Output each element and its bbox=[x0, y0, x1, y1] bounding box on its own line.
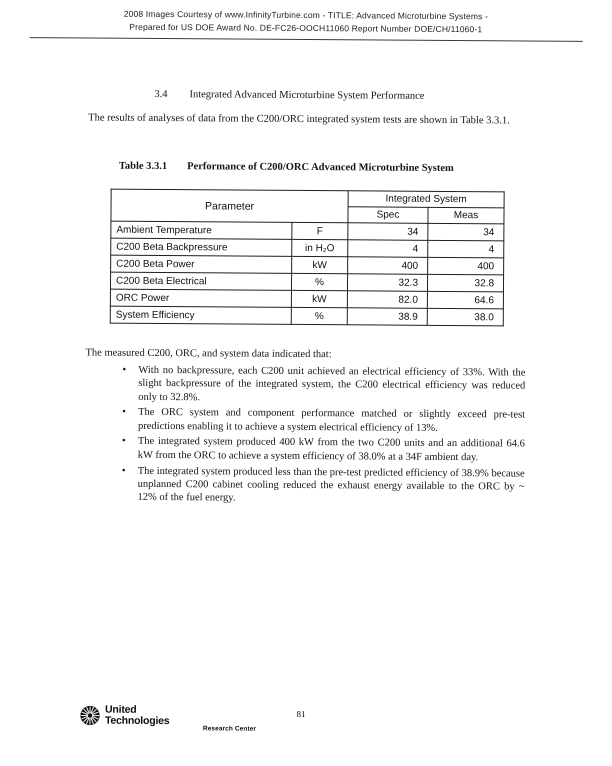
table-row bbox=[110, 306, 503, 326]
spec-cell: 82.0 bbox=[347, 291, 427, 309]
spec-cell: 400 bbox=[348, 257, 428, 275]
parameter-cell: ORC Power bbox=[110, 289, 291, 307]
unit-cell: F bbox=[292, 222, 348, 239]
meas-cell: 400 bbox=[428, 257, 504, 275]
page-footer bbox=[0, 698, 607, 752]
list-item: • The integrated system produced 400 kW from the two C200 units and an additional 64.6 kW from the ORC to achieve a system efficiency of 38.0% at a 34F ambient day. bbox=[116, 435, 525, 464]
findings-lead: The measured C200, ORC, and system data indicated that: bbox=[85, 347, 332, 361]
meas-cell: 34 bbox=[428, 223, 504, 241]
list-item: • The integrated system produced less than the pre-test predicted efficiency of 38.9% because unplanned C200 cabinet cooling reduced the exhaust energy available to the ORC by ~ 12% of the fuel energy. bbox=[115, 464, 524, 507]
intro-paragraph: The results of analyses of data from the C200/ORC integrated system tests are shown in Table 3.3.1. bbox=[88, 112, 510, 127]
section-title: Integrated Advanced Microturbine System Performance bbox=[189, 89, 425, 102]
column-header-parameter: Parameter bbox=[111, 189, 348, 223]
header-divider bbox=[30, 37, 583, 42]
column-header-spec: Spec bbox=[348, 207, 428, 224]
meas-cell: 4 bbox=[428, 240, 504, 258]
parameter-cell: Ambient Temperature bbox=[111, 221, 292, 239]
meas-cell: 64.6 bbox=[427, 291, 503, 309]
findings-list bbox=[115, 364, 525, 510]
table-caption-label: Table 3.3.1 bbox=[118, 160, 168, 173]
spec-cell: 32.3 bbox=[347, 274, 427, 292]
table-caption bbox=[119, 161, 454, 174]
parameter-cell: C200 Beta Backpressure bbox=[111, 238, 292, 256]
parameter-cell: System Efficiency bbox=[110, 306, 291, 324]
header-line-1: 2008 Images Courtesy of www.InfinityTurbine.com - TITLE: Advanced Microturbine Systems - bbox=[123, 8, 489, 22]
spec-cell: 34 bbox=[348, 223, 428, 241]
header-line-2: Prepared for US DOE Award No. DE-FC26-OOCH11060 Report Number DOE/CH/11060-1 bbox=[129, 21, 483, 35]
footer-research-center: Research Center bbox=[202, 725, 257, 733]
column-header-integrated-system: Integrated System bbox=[348, 191, 504, 208]
unit-cell: kW bbox=[291, 290, 347, 307]
page-number: 81 bbox=[296, 708, 306, 720]
footer-brand-line1: United bbox=[104, 703, 137, 716]
unit-cell: % bbox=[291, 307, 347, 324]
section-number: 3.4 bbox=[154, 88, 168, 101]
column-header-meas: Meas bbox=[428, 207, 504, 224]
spec-cell: 4 bbox=[348, 240, 428, 258]
table-caption-title: Performance of C200/ORC Advanced Microturbine System bbox=[187, 161, 454, 175]
parameter-cell: C200 Beta Power bbox=[111, 255, 292, 273]
section-heading bbox=[154, 89, 424, 102]
meas-cell: 32.8 bbox=[427, 274, 503, 292]
footer-brand-line2: Technologies bbox=[104, 714, 170, 727]
document-header bbox=[0, 7, 612, 37]
performance-table bbox=[110, 189, 505, 327]
spec-cell: 38.9 bbox=[347, 308, 427, 326]
unit-cell: % bbox=[291, 273, 347, 290]
list-item: • The ORC system and component performance matched or slightly exceed pre-test predictions enabling it to achieve a system electrical efficiency of 13%. bbox=[116, 406, 525, 435]
unit-cell: kW bbox=[292, 256, 348, 273]
unit-cell: in H₂O bbox=[292, 239, 348, 256]
parameter-cell: C200 Beta Electrical bbox=[110, 272, 291, 290]
table-header-row bbox=[111, 189, 504, 208]
meas-cell: 38.0 bbox=[427, 308, 503, 326]
list-item: • With no backpressure, each C200 unit achieved an electrical efficiency of 33%. With the slight backpressure of the integrated system, the C200 electrical efficiency was reduced only to 32.8%. bbox=[116, 364, 525, 407]
